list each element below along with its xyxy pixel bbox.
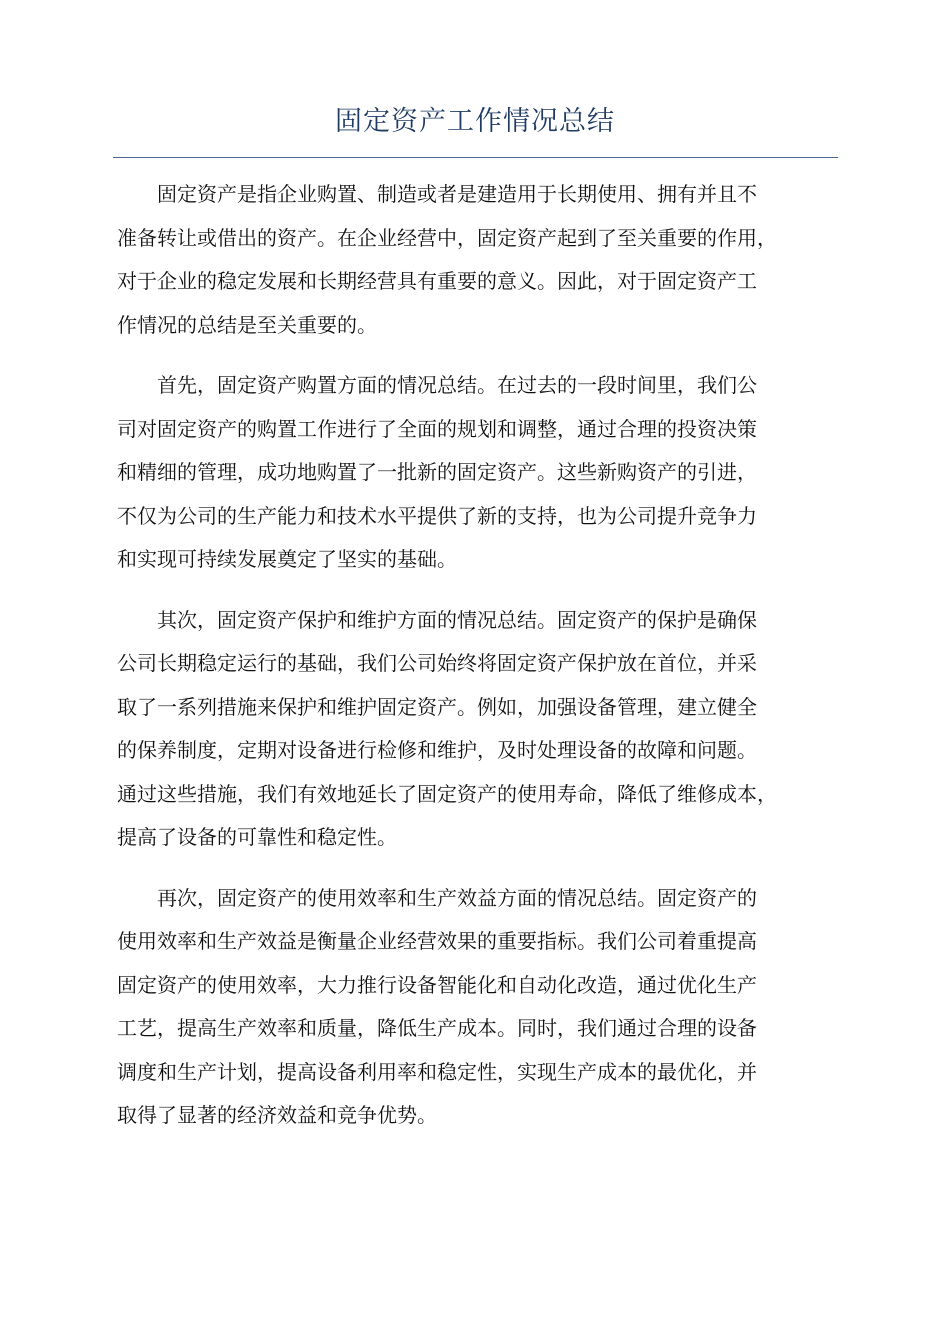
text-line: 调度和生产计划，提高设备利用率和稳定性，实现生产成本的最优化，并 (117, 1059, 757, 1084)
text-line: 工艺，提高生产效率和质量，降低生产成本。同时，我们通过合理的设备 (117, 1016, 757, 1040)
text-line: 和实现可持续发展奠定了坚实的基础。 (117, 547, 457, 571)
text-line: 取了一系列措施来保护和维护固定资产。例如，加强设备管理，建立健全 (117, 694, 757, 719)
text-line: 对于企业的稳定发展和长期经营具有重要的意义。因此，对于固定资产工 (117, 269, 757, 293)
document-body (117, 173, 833, 1155)
title-divider (113, 157, 838, 158)
document-title: 固定资产工作情况总结 (335, 106, 615, 137)
paragraph-efficiency (117, 877, 833, 1138)
text-line: 首先，固定资产购置方面的情况总结。在过去的一段时间里，我们公 (157, 373, 757, 397)
text-line: 不仅为公司的生产能力和技术水平提供了新的支持，也为公司提升竞争力 (117, 503, 757, 528)
text-line: 准备转让或借出的资产。在企业经营中，固定资产起到了至关重要的作用， (117, 225, 777, 250)
text-line: 固定资产是指企业购置、制造或者是建造用于长期使用、拥有并且不 (157, 182, 757, 206)
text-line: 提高了设备的可靠性和稳定性。 (117, 825, 397, 849)
text-line: 和精细的管理，成功地购置了一批新的固定资产。这些新购资产的引进， (117, 460, 757, 484)
paragraph-purchase (117, 364, 833, 582)
text-line: 的保养制度，定期对设备进行检修和维护，及时处理设备的故障和问题。 (117, 738, 757, 762)
text-line: 取得了显著的经济效益和竞争优势。 (117, 1103, 437, 1127)
paragraph-intro (117, 173, 833, 347)
text-line: 固定资产的使用效率，大力推行设备智能化和自动化改造，通过优化生产 (117, 972, 757, 997)
text-line: 通过这些措施，我们有效地延长了固定资产的使用寿命，降低了维修成本， (117, 781, 777, 806)
text-line: 作情况的总结是至关重要的。 (117, 312, 377, 337)
paragraph-maintenance (117, 599, 833, 860)
text-line: 再次，固定资产的使用效率和生产效益方面的情况总结。固定资产的 (157, 885, 757, 910)
text-line: 司对固定资产的购置工作进行了全面的规划和调整，通过合理的投资决策 (117, 416, 757, 441)
text-line: 使用效率和生产效益是衡量企业经营效果的重要指标。我们公司着重提高 (117, 929, 757, 953)
text-line: 其次，固定资产保护和维护方面的情况总结。固定资产的保护是确保 (157, 607, 757, 632)
text-line: 公司长期稳定运行的基础，我们公司始终将固定资产保护放在首位，并采 (117, 651, 757, 675)
